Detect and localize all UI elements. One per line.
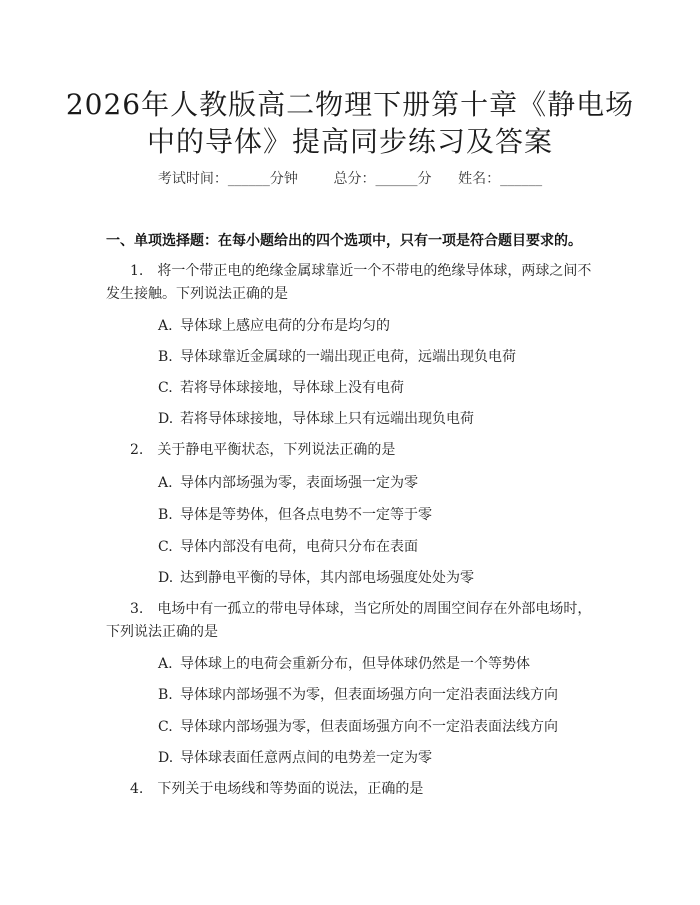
option-letter: A.	[158, 656, 173, 672]
option-text: 导体内部场强为零，表面场强一定为零	[180, 475, 418, 491]
option-text: 导体球靠近金属球的一端出现正电荷，远端出现负电荷	[180, 349, 516, 365]
question-3-option-a	[158, 653, 530, 673]
exam-info	[0, 168, 700, 188]
question-number: 2.	[130, 442, 144, 458]
question-3	[106, 598, 596, 644]
question-2-option-d	[158, 567, 474, 587]
option-letter: B.	[158, 687, 173, 703]
option-letter: D.	[158, 411, 174, 427]
time-unit: 分钟	[269, 171, 298, 187]
question-3-option-c	[158, 716, 558, 736]
page-title-line-2: 中的导体》提高同步练习及答案	[146, 125, 553, 158]
option-letter: D.	[158, 570, 174, 586]
option-letter: A.	[158, 475, 173, 491]
option-letter: C.	[158, 539, 173, 555]
question-stem: 将一个带正电的绝缘金属球靠近一个不带电的绝缘导体球，两球之间不发生接触。下列说法正确的是	[106, 263, 592, 302]
option-text: 导体球上的电荷会重新分布，但导体球仍然是一个等势体	[180, 656, 530, 672]
question-2-option-a	[158, 472, 418, 492]
option-text: 导体是等势体，但各点电势不一定等于零	[180, 507, 432, 523]
option-letter: D.	[158, 750, 174, 766]
question-number: 1.	[130, 263, 144, 279]
question-3-option-b	[158, 684, 558, 704]
score-unit: 分	[417, 171, 432, 187]
question-number: 4.	[130, 781, 144, 797]
question-1-option-d	[158, 408, 474, 428]
score-label: 总分：	[333, 171, 376, 187]
question-stem: 关于静电平衡状态，下列说法正确的是	[157, 442, 396, 458]
question-number: 3.	[130, 601, 144, 617]
question-2-option-c	[158, 536, 418, 556]
question-2	[106, 439, 596, 462]
option-letter: B.	[158, 507, 173, 523]
question-1-option-a	[158, 315, 390, 335]
option-letter: C.	[158, 719, 173, 735]
option-letter: A.	[158, 318, 173, 334]
question-stem: 电场中有一孤立的带电导体球，当它所处的周围空间存在外部电场时，下列说法正确的是	[106, 601, 592, 640]
option-text: 导体球内部场强不为零，但表面场强方向一定沿表面法线方向	[180, 687, 558, 703]
option-text: 若将导体球接地，导体球上没有电荷	[180, 380, 404, 396]
question-stem: 下列关于电场线和等势面的说法，正确的是	[157, 781, 424, 797]
question-1-option-b	[158, 346, 516, 366]
name-blank: ______	[500, 171, 543, 187]
question-1-option-c	[158, 377, 404, 397]
question-2-option-b	[158, 504, 432, 524]
option-text: 达到静电平衡的导体，其内部电场强度处处为零	[180, 570, 474, 586]
question-4	[106, 778, 596, 801]
question-1	[106, 260, 596, 306]
section-heading: 一、单项选择题：在每小题给出的四个选项中，只有一项是符合题目要求的。	[106, 233, 582, 249]
time-blank: ______	[227, 171, 270, 187]
option-text: 若将导体球接地，导体球上只有远端出现负电荷	[180, 411, 474, 427]
score-blank: ______	[375, 171, 418, 187]
name-label: 姓名：	[458, 171, 501, 187]
option-text: 导体球上感应电荷的分布是均匀的	[180, 318, 390, 334]
option-text: 导体内部没有电荷，电荷只分布在表面	[180, 539, 418, 555]
page-title-line-1: 2026年人教版高二物理下册第十章《静电场	[65, 88, 635, 121]
time-label: 考试时间：	[157, 171, 228, 187]
option-text: 导体球内部场强为零，但表面场强方向不一定沿表面法线方向	[180, 719, 558, 735]
question-3-option-d	[158, 747, 432, 767]
option-letter: C.	[158, 380, 173, 396]
option-letter: B.	[158, 349, 173, 365]
option-text: 导体球表面任意两点间的电势差一定为零	[180, 750, 432, 766]
